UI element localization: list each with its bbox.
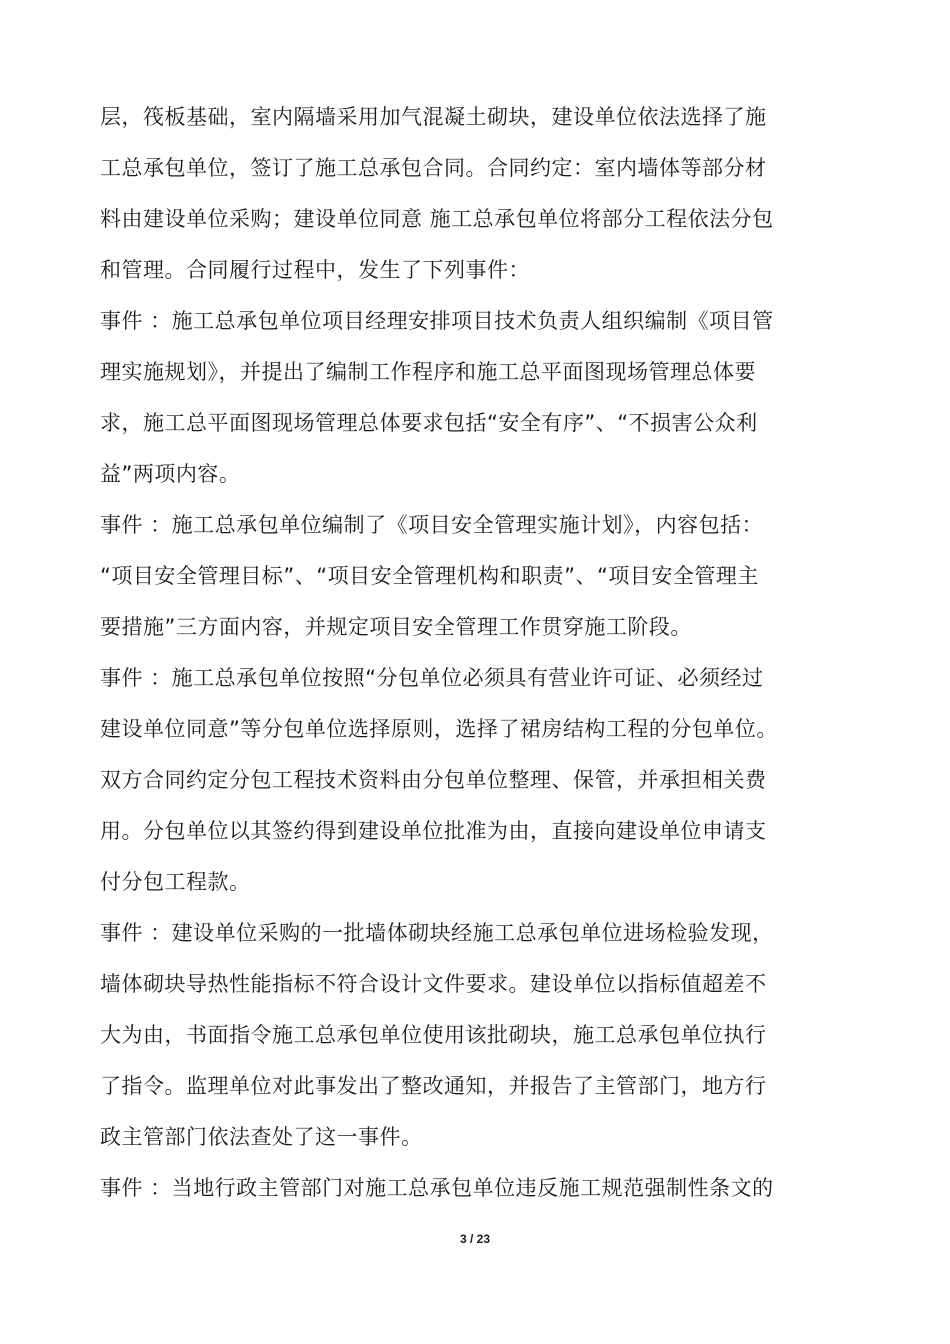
page-number: 3 / 23 bbox=[459, 1232, 491, 1246]
text-line: 了指令。监理单位对此事发出了整改通知，并报告了主管部门，地方行 bbox=[100, 1074, 767, 1098]
text-line: “项目安全管理目标”、“项目安全管理机构和职责”、“项目安全管理主 bbox=[100, 564, 759, 588]
text-line: 料由建设单位采购；建设单位同意 施工总承包单位将部分工程依法分包 bbox=[100, 207, 774, 231]
body-text bbox=[100, 92, 840, 1214]
text-line: 墙体砌块导热性能指标不符合设计文件要求。建设单位以指标值超差不 bbox=[100, 972, 767, 996]
text-line: 用。分包单位以其签约得到建设单位批准为由，直接向建设单位申请支 bbox=[100, 819, 767, 843]
text-line: 政主管部门依法查处了这一事件。 bbox=[100, 1125, 423, 1149]
text-line: 和管理。合同履行过程中，发生了下列事件： bbox=[100, 258, 530, 282]
text-line: 理实施规划》，并提出了编制工作程序和施工总平面图现场管理总体要 bbox=[100, 360, 756, 384]
text-line: 要措施”三方面内容，并规定项目安全管理工作贯穿施工阶段。 bbox=[100, 615, 692, 639]
text-line: 付分包工程款。 bbox=[100, 870, 251, 894]
text-line: 大为由，书面指令施工总承包单位使用该批砌块，施工总承包单位执行 bbox=[100, 1023, 767, 1047]
text-line: 层，筏板基础，室内隔墙采用加气混凝土砌块，建设单位依法选择了施 bbox=[100, 105, 767, 129]
text-line: 事件 ：建设单位采购的一批墙体砌块经施工总承包单位进场检验发现， bbox=[100, 921, 774, 945]
text-line: 事件 ：当地行政主管部门对施工总承包单位违反施工规范强制性条文的 bbox=[100, 1176, 774, 1200]
text-line: 双方合同约定分包工程技术资料由分包单位整理、保管，并承担相关费 bbox=[100, 768, 767, 792]
text-line: 工总承包单位，签订了施工总承包合同。合同约定：室内墙体等部分材 bbox=[100, 156, 767, 180]
text-line: 事件 ：施工总承包单位按照“分包单位必须具有营业许可证、必须经过 bbox=[100, 666, 764, 690]
text-line: 求，施工总平面图现场管理总体要求包括“安全有序”、“不损害公众利 bbox=[100, 411, 758, 435]
text-line: 事件 ：施工总承包单位项目经理安排项目技术负责人组织编制《项目管 bbox=[100, 309, 774, 333]
text-line: 建设单位同意”等分包单位选择原则，选择了裙房结构工程的分包单位。 bbox=[100, 717, 778, 741]
text-line: 益”两项内容。 bbox=[100, 462, 241, 486]
text-line: 事件 ：施工总承包单位编制了《项目安全管理实施计划》，内容包括： bbox=[100, 513, 764, 537]
